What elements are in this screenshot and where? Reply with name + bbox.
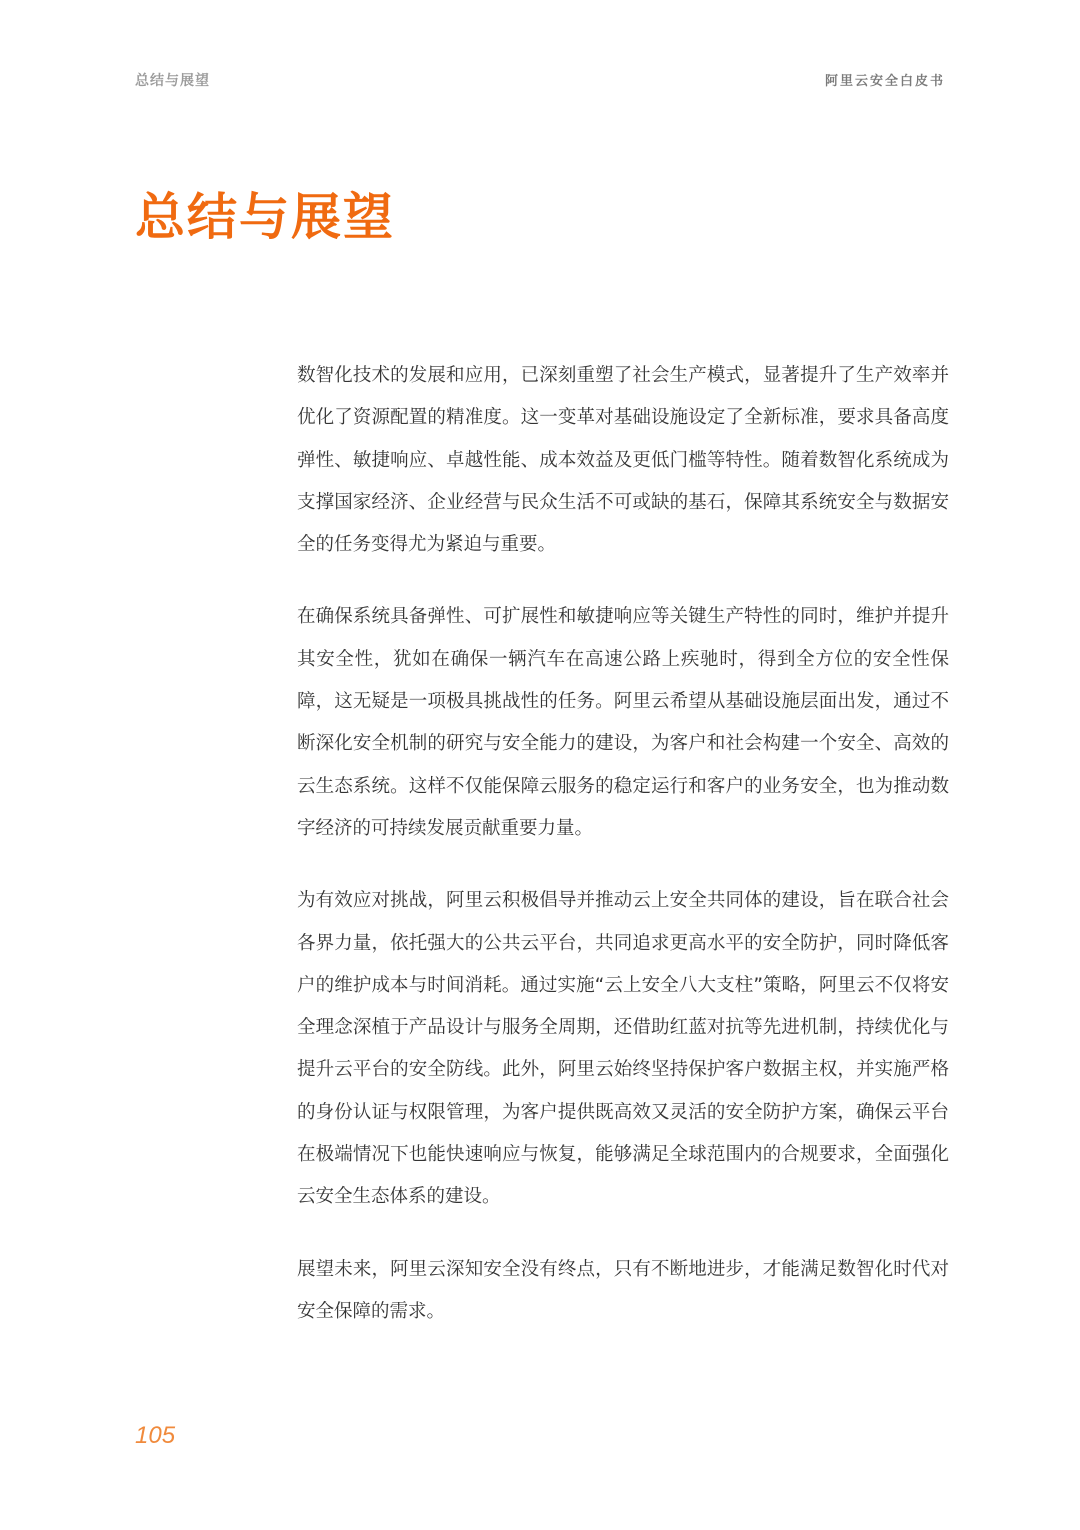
paragraph-4: 展望未来，阿里云深知安全没有终点，只有不断地进步，才能满足数智化时代对安全保障的需求。 bbox=[297, 1258, 949, 1322]
running-header-section: 总结与展望 bbox=[135, 73, 210, 89]
running-header-publication: 阿里云安全白皮书 bbox=[824, 74, 945, 89]
paragraph-2: 在确保系统具备弹性、可扩展性和敏捷响应等关键生产特性的同时，维护并提升其安全性，犹如在确保一辆汽车在高速公路上疾驰时，得到全方位的安全性保障，这无疑是一项极具挑战性的任务。阿里云希望从基础设施层面出发，通过不断深化安全机制的研究与安全能力的建设，为客户和社会构建一个安全、高效的云生态系统。这样不仅能保障云服务的稳定运行和客户的业务安全，也为推动数字经济的可持续发展贡献重要力量。 bbox=[297, 606, 949, 839]
body-text bbox=[297, 355, 949, 1363]
paragraph-3: 为有效应对挑战，阿里云积极倡导并推动云上安全共同体的建设，旨在联合社会各界力量，依托强大的公共云平台，共同追求更高水平的安全防护，同时降低客户的维护成本与时间消耗。通过实施“云上安全八大支柱”策略，阿里云不仅将安全理念深植于产品设计与服务全周期，还借助红蓝对抗等先进机制，持续优化与提升云平台的安全防线。此外，阿里云始终坚持保护客户数据主权，并实施严格的身份认证与权限管理，为客户提供既高效又灵活的安全防护方案，确保云平台在极端情况下也能快速响应与恢复，能够满足全球范围内的合规要求，全面强化云安全生态体系的建设。 bbox=[297, 890, 949, 1208]
page-number: 105 bbox=[135, 1422, 176, 1449]
paragraph-1: 数智化技术的发展和应用，已深刻重塑了社会生产模式，显著提升了生产效率并优化了资源配置的精准度。这一变革对基础设施设定了全新标准，要求具备高度弹性、敏捷响应、卓越性能、成本效益及更低门槛等特性。随着数智化系统成为支撑国家经济、企业经营与民众生活不可或缺的基石，保障其系统安全与数据安全的任务变得尤为紧迫与重要。 bbox=[297, 365, 949, 556]
page-title: 总结与展望 bbox=[135, 188, 395, 246]
